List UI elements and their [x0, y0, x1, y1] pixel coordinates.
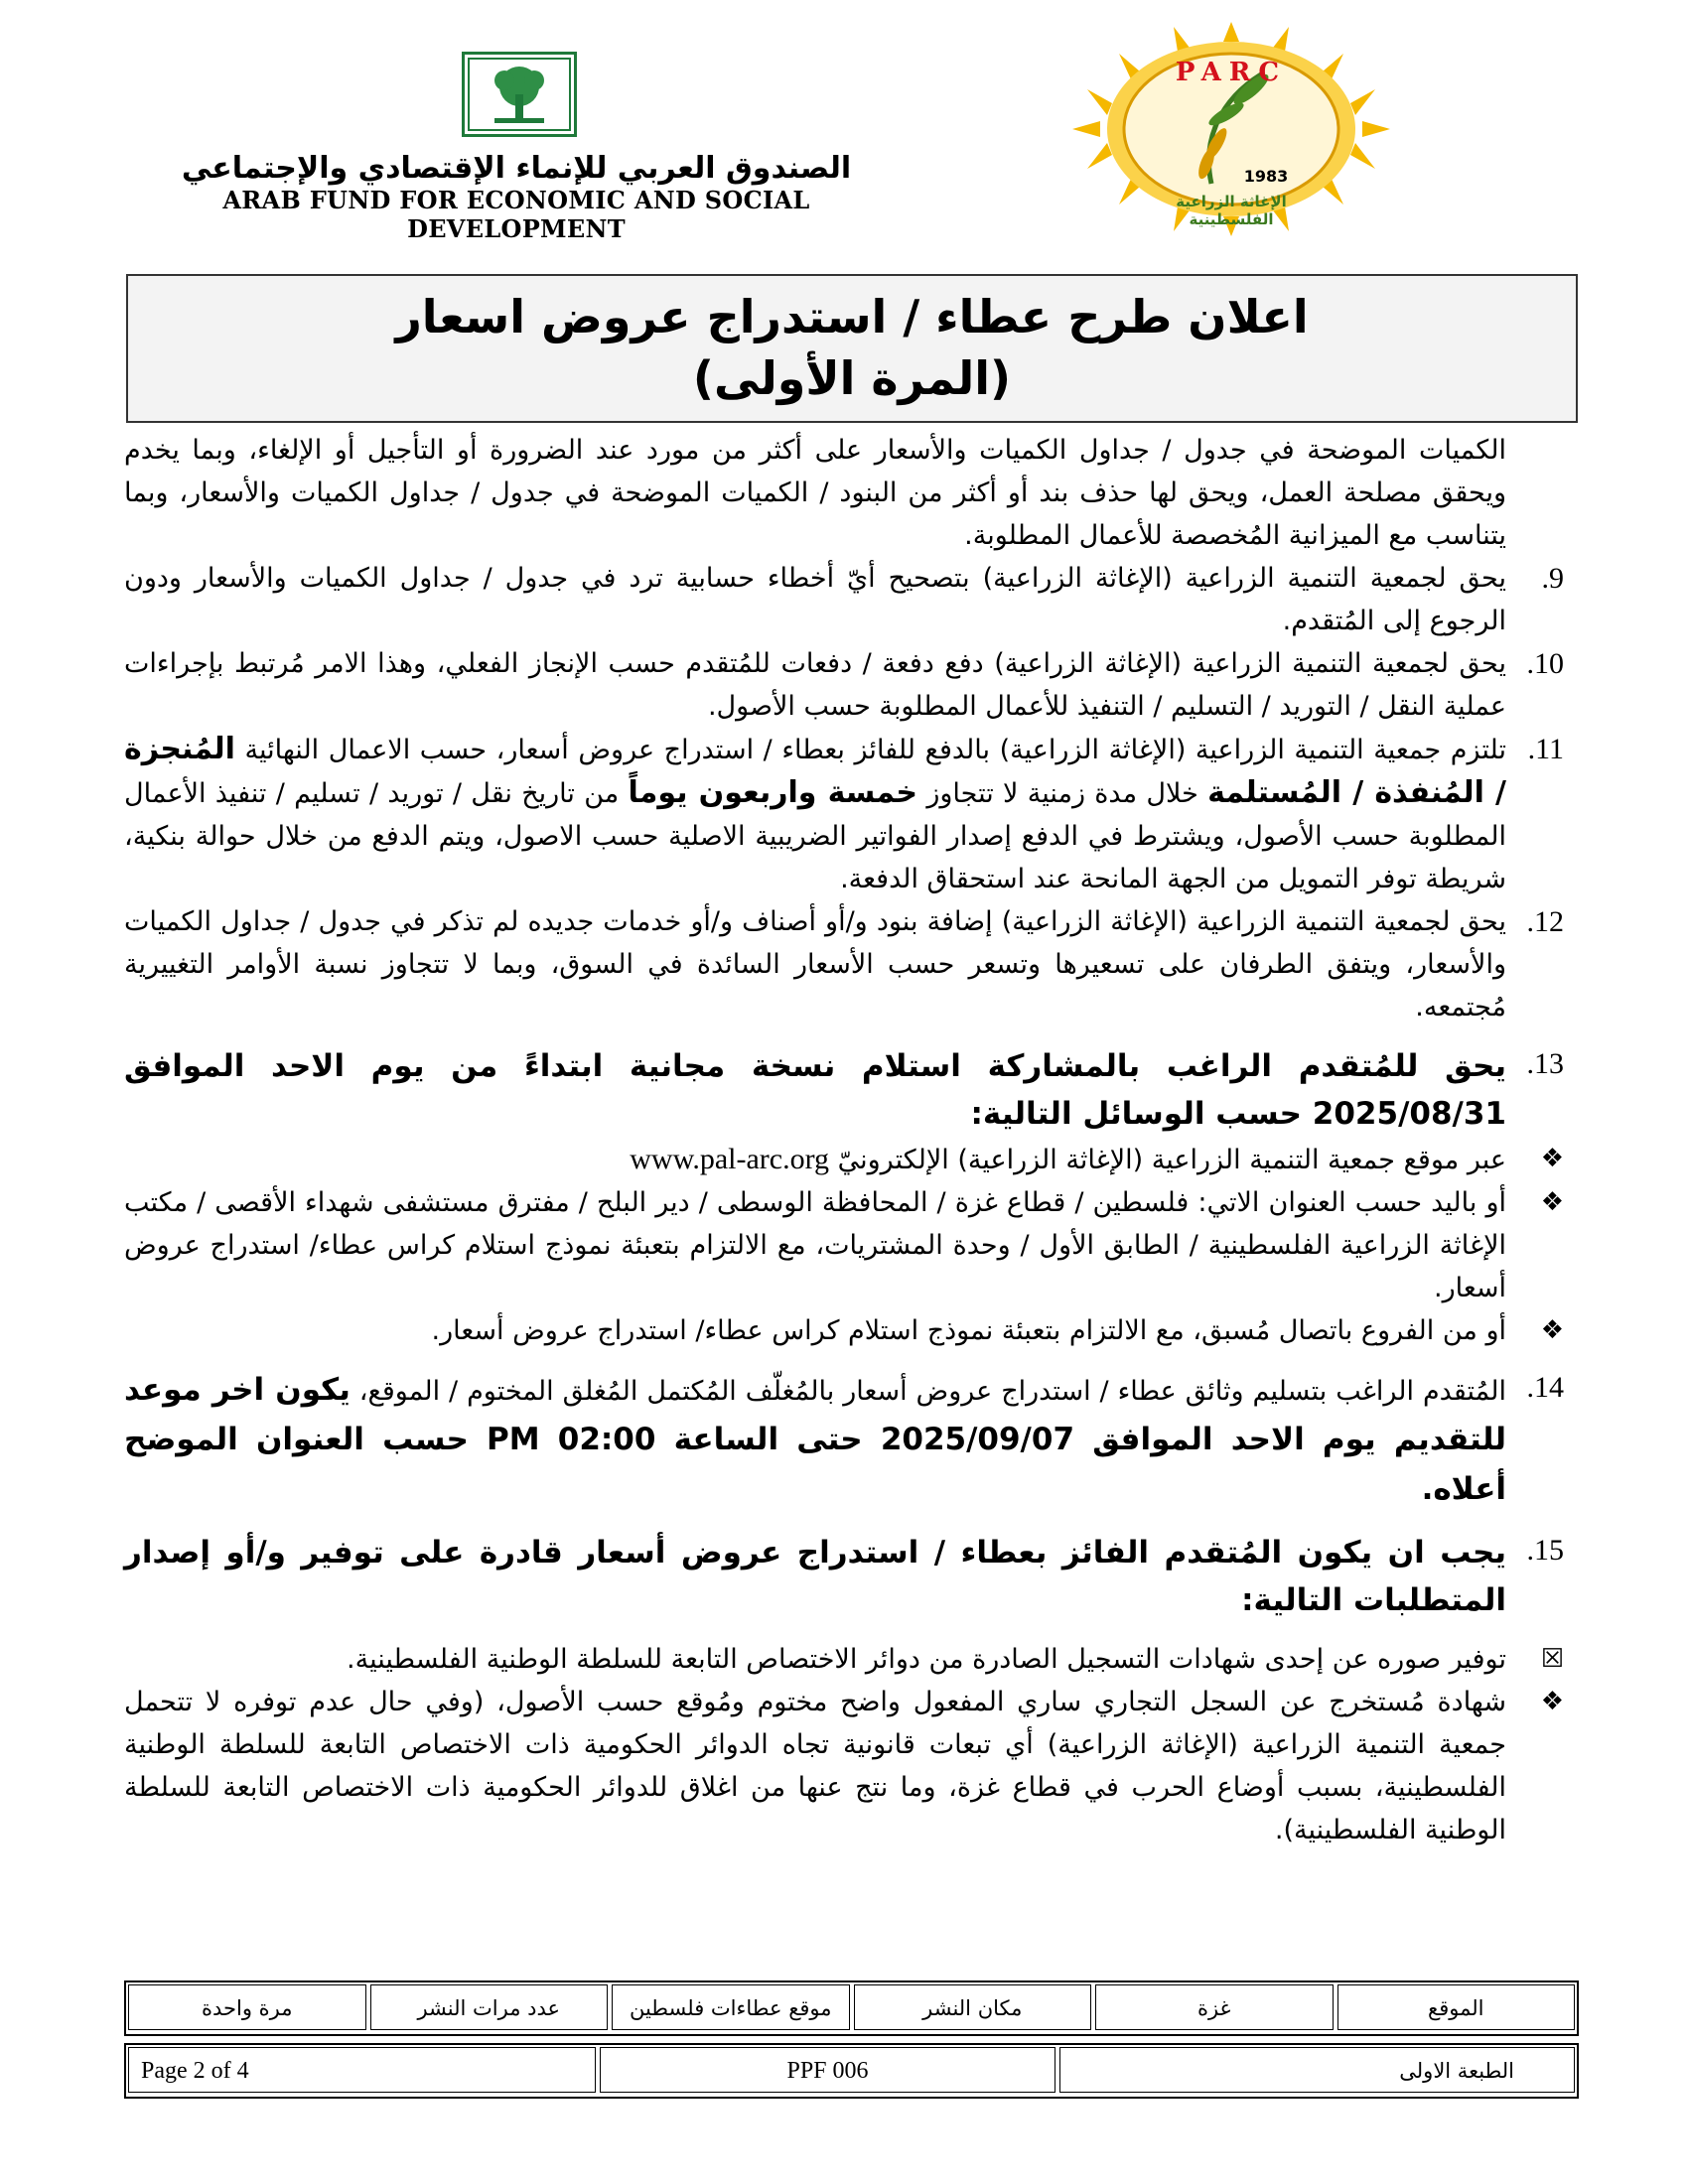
clause-number: 9.: [1541, 562, 1564, 595]
diamond-bullet-icon: ❖: [1540, 1315, 1564, 1345]
table-cell: عدد مرات النشر: [370, 1984, 609, 2030]
clause-10: [124, 642, 1564, 728]
clause-bold-text: المُنجزة / المُنفذة / المُستلمة: [124, 732, 1506, 810]
clause-number: 15.: [1526, 1534, 1564, 1567]
clause-text: يحق لجمعية التنمية الزراعية (الإغاثة الزراعية) إضافة بنود و/أو أصناف و/أو خدمات جديده لم تذكر في جدول / جداول الكميات والأسعار، ويتفق الطرفان على تسعيرها وتسعر حسب الأسعار السائدة في السوق، وبما لا تتجاوز نسبة الأوامر التغييرية مُجتمعه.: [124, 906, 1506, 1023]
clause-number: 13.: [1526, 1047, 1564, 1080]
clause-14: [124, 1366, 1564, 1515]
list-item-text-part: عبر موقع جمعية التنمية الزراعية (الإغاثة الزراعية) الإلكترونيّ: [837, 1145, 1506, 1175]
clause-text: يحق لجمعية التنمية الزراعية (الإغاثة الزراعية) بتصحيح أيّ أخطاء حسابية ترد في جدول / جداول الكميات والأسعار ودون الرجوع إلى المُتقدم.: [124, 563, 1506, 636]
clause-9: [124, 557, 1564, 642]
publication-info-table: [124, 1980, 1579, 2036]
clause-text-part: من تاريخ نقل / توريد / تسليم / تنفيذ الأعمال المطلوبة حسب الأصول، ويشترط في الدفع إصدار الفواتير الضريبية الاصلية حسب الاصول، ويتم الدفع من خلال حوالة بنكية، شريطة توفر التمويل من الجهة المانحة عند استحقاق الدفعة.: [124, 778, 1506, 894]
list-item: [124, 1638, 1564, 1681]
clause-11: [124, 728, 1564, 900]
clause-number: 11.: [1527, 733, 1564, 765]
list-item: [124, 1681, 1564, 1851]
page-title: اعلان طرح عطاء / استدراج عروض اسعار: [395, 290, 1309, 343]
arab-fund-english-name: ARAB FUND FOR ECONOMIC AND SOCIAL DEVELOPMENT: [222, 186, 810, 243]
list-item-text: أو باليد حسب العنوان الاتي: فلسطين / قطاع غزة / المحافظة الوسطى / دير البلح / مفترق مستشفى شهداء الأقصى / مكتب الإغاثة الزراعية الفلسطينية / الطابق الأول / وحدة المشتريات، مع الالتزام بتعبئة نموذج استلام كراس عطاء/ استدراج عروض أسعار.: [124, 1187, 1506, 1303]
intro-paragraph: [124, 429, 1564, 557]
clause-text: يحق لجمعية التنمية الزراعية (الإغاثة الزراعية) دفع دفعة / دفعات للمُتقدم حسب الإنجاز الفعلي، وهذا الامر مُرتبط بإجراءات عملية النقل / التوريد / التسليم / التنفيذ للأعمال المطلوبة حسب الأصول.: [124, 648, 1506, 722]
edition-label: الطبعة الاولى: [1059, 2047, 1575, 2093]
checkbox-x-icon: ☒: [1540, 1644, 1564, 1674]
document-footer-table: [124, 2043, 1579, 2099]
diamond-bullet-icon: ❖: [1540, 1144, 1564, 1173]
table-cell: الموقع: [1337, 1984, 1576, 2030]
title-box: [126, 274, 1578, 423]
clause-12: [124, 900, 1564, 1028]
form-code: PPF 006: [600, 2047, 1055, 2093]
arab-fund-arabic-name: الصندوق العربي للإنماء الإقتصادي والإجتماعي: [181, 151, 852, 186]
list-item-text: أو من الفروع باتصال مُسبق، مع الالتزام بتعبئة نموذج استلام كراس عطاء/ استدراج عروض أسعار.: [431, 1315, 1506, 1346]
list-item-text: [124, 1138, 1506, 1181]
list-item-text: شهادة مُستخرج عن السجل التجاري ساري المفعول واضح مختوم ومُوقع حسب الأصول، (وفي حال عدم توفره لا تتحمل جمعية التنمية الزراعية (الإغاثة الزراعية) أي تبعات قانونية تجاه الدوائر الحكومية ذات الاختصاص التابعة للسلطة الوطنية الفلسطينية، بسبب أوضاع الحرب في قطاع غزة، وما نتج عنها من اغلاق للدوائر الحكومية ذات الاختصاص التابعة للسلطة الوطنية الفلسطينية).: [124, 1687, 1506, 1845]
table-cell: موقع عطاءات فلسطين: [612, 1984, 850, 2030]
clause-text-part: المُتقدم الراغب بتسليم وثائق عطاء / استدراج عروض أسعار بالمُغلّف المُكتمل المُغلق المختوم / الموقع،: [358, 1376, 1506, 1407]
list-item: [124, 1181, 1564, 1309]
intro-text: الكميات الموضحة في جدول / جداول الكميات والأسعار على أكثر من مورد عند الضرورة أو التأجيل أو الإلغاء، وبما يخدم ويحقق مصلحة العمل، ويحق لها حذف بند أو أكثر من البنود / الكميات الموضحة في جدول / جداول الكميات والأسعار، وبما يتناسب مع الميزانية المُخصصة للأعمال المطلوبة.: [124, 435, 1506, 551]
parc-logo-text: PARC: [1175, 58, 1288, 87]
parc-logo-arabic: الإغاثة الزراعية الفلسطينية: [1176, 193, 1287, 228]
clause-heading: يحق للمُتقدم الراغب بالمشاركة استلام نسخة مجانية ابتداءً من يوم الاحد الموافق 2025/08/31 حسب الوسائل التالية:: [124, 1048, 1506, 1132]
clause-heading: يجب ان يكون المُتقدم الفائز بعطاء / استدراج عروض أسعار قادرة على توفير و/أو إصدار المتطلبات التالية:: [124, 1535, 1506, 1618]
deadline-text: يكون اخر موعد للتقديم يوم الاحد الموافق 2025/09/07 حتى الساعة 02:00 PM حسب العنوان الموضح أعلاه.: [124, 1372, 1506, 1507]
clause-text: [124, 728, 1506, 900]
clause-15: [124, 1529, 1564, 1624]
clause-text-part: خلال مدة زمنية لا تتجاوز: [926, 778, 1198, 809]
table-cell: مكان النشر: [854, 1984, 1092, 2030]
announcement-body: [124, 429, 1564, 1851]
page-number: Page 2 of 4: [128, 2047, 596, 2093]
parc-logo: [1023, 18, 1440, 236]
clause-number: 12.: [1526, 905, 1564, 938]
diamond-bullet-icon: ❖: [1540, 1687, 1564, 1716]
clause-13: [124, 1042, 1564, 1138]
arab-fund-emblem-icon: [462, 52, 577, 137]
clause-text: [124, 1366, 1506, 1515]
clause-number: 10.: [1526, 647, 1564, 680]
arab-fund-logo: [149, 52, 884, 243]
table-cell: غزة: [1095, 1984, 1334, 2030]
list-item: [124, 1138, 1564, 1181]
page-subtitle: (المرة الأولى): [692, 351, 1012, 405]
table-cell: مرة واحدة: [128, 1984, 366, 2030]
clause-number: 14.: [1526, 1371, 1564, 1404]
parc-logo-year: 1983: [1243, 167, 1289, 186]
diamond-bullet-icon: ❖: [1540, 1187, 1564, 1217]
list-item: [124, 1309, 1564, 1352]
clause-text-part: تلتزم جمعية التنمية الزراعية (الإغاثة الزراعية) بالدفع للفائز بعطاء / استدراج عروض أسعار، حسب الاعمال النهائية: [244, 735, 1506, 765]
clause-bold-text: خمسة واربعون يوماً: [628, 775, 918, 810]
list-item-text: توفير صوره عن إحدى شهادات التسجيل الصادرة من دوائر الاختصاص التابعة للسلطة الوطنية الفلسطينية.: [347, 1644, 1506, 1675]
website-link[interactable]: www.pal-arc.org: [630, 1143, 830, 1175]
